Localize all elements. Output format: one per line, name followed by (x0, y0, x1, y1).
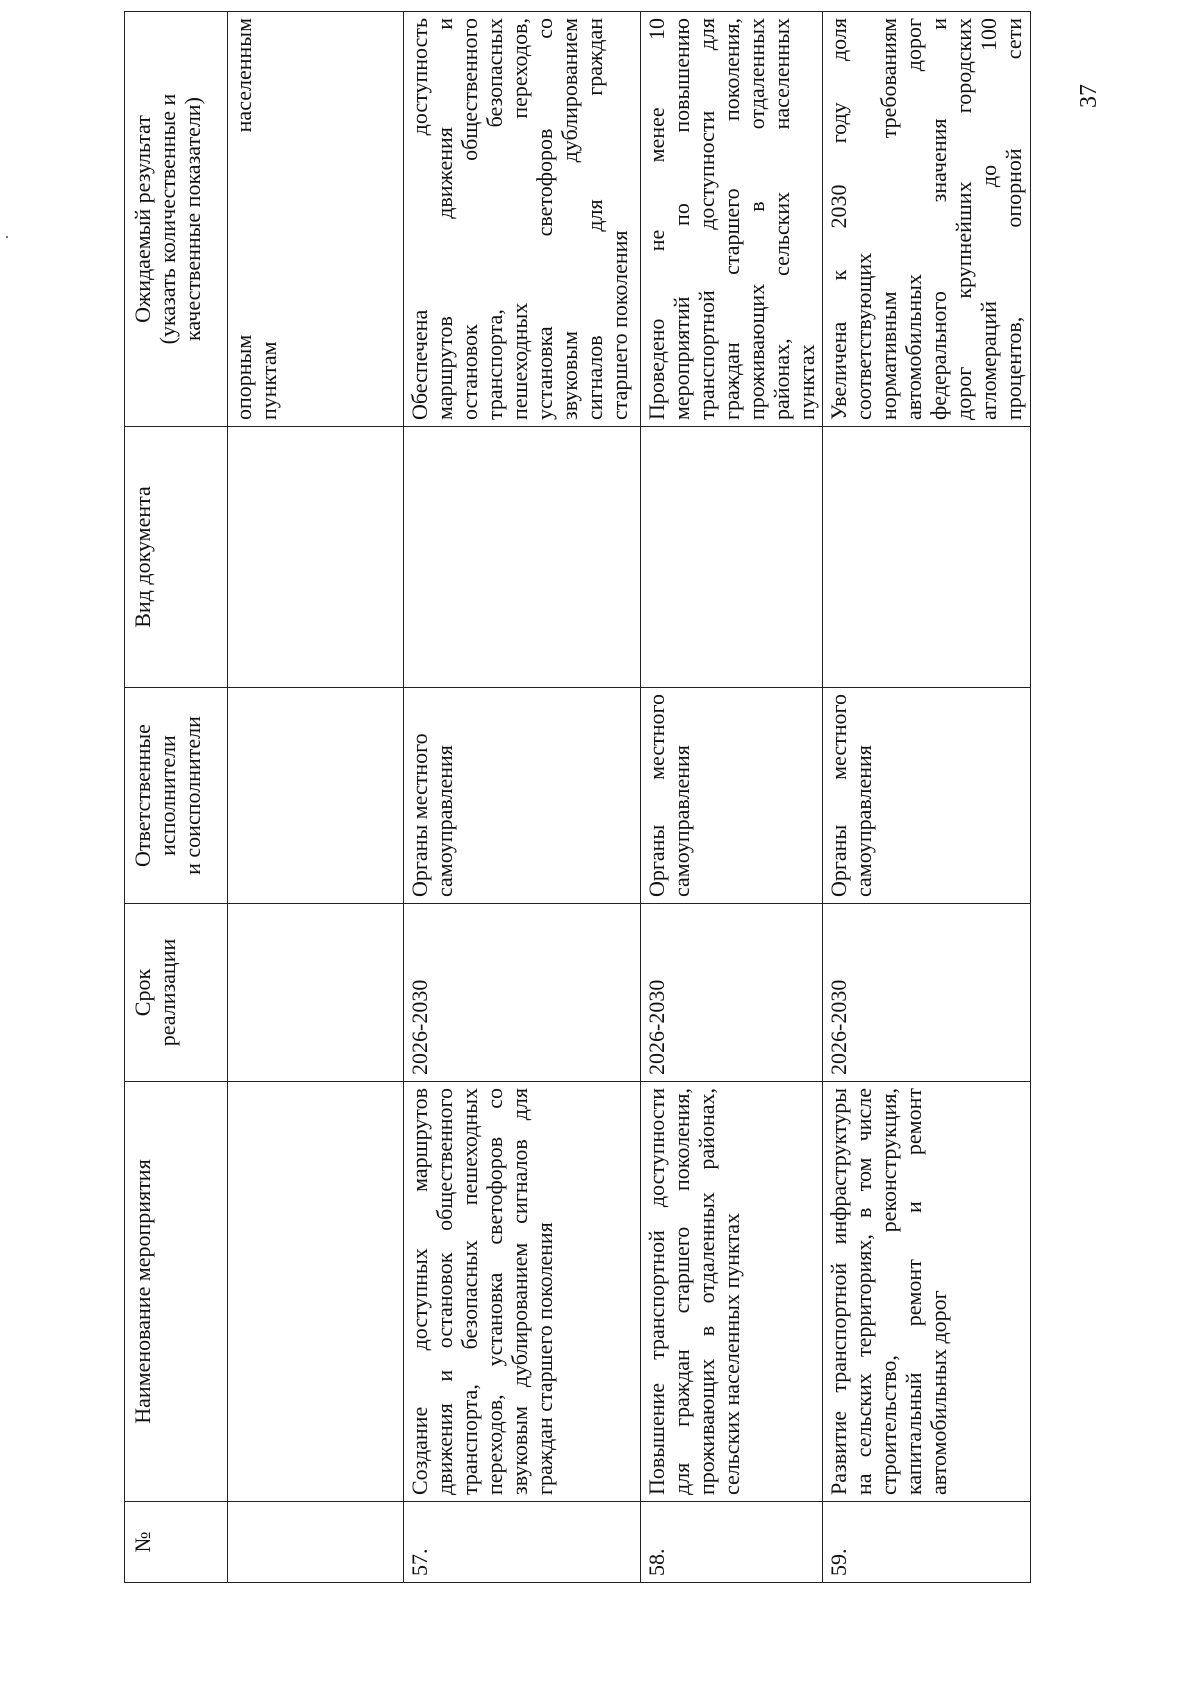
header-term: Срок реализации (125, 904, 228, 1082)
cell-document-type (228, 427, 404, 688)
cell-responsible (404, 688, 641, 904)
cell-text-line: на сельских территориях, в том числе (851, 1088, 876, 1495)
cell-text-line: Повышение транспортной доступности (644, 1088, 669, 1495)
cell-number (228, 1502, 404, 1583)
cell-document-type (404, 427, 641, 688)
cell-expected-result (823, 12, 1031, 427)
cell-text-line: транспорта, безопасных (482, 18, 507, 420)
cell-term (228, 904, 404, 1082)
cell-text-line: автомобильных дорог (926, 1290, 951, 1495)
cell-text-line: старшего поколения (607, 230, 632, 420)
page-number: 37 (1076, 84, 1102, 108)
cell-measure-name (823, 1082, 1031, 1502)
cell-text-line: Увеличена к 2030 году доля (826, 18, 851, 420)
cell-text-line: сельских населенных пунктах (719, 1212, 744, 1495)
cell-term: 2026-2030 (641, 904, 823, 1082)
cell-term: 2026-2030 (404, 904, 641, 1082)
cell-document-type (641, 427, 823, 688)
cell-text-line: нормативным требованиям (876, 18, 901, 420)
cell-text-line: установка светофоров со (532, 18, 557, 420)
cell-responsible (228, 688, 404, 904)
cell-text-line: самоуправления (669, 745, 694, 897)
cell-measure-name (641, 1082, 823, 1502)
cell-number: 57. (404, 1502, 641, 1583)
cell-text-line: Органы местного (407, 733, 432, 897)
cell-text-line: звуковым дублированием (557, 18, 582, 420)
scan-speck (6, 236, 8, 238)
cell-text-line: движения и остановок общественного (432, 1088, 457, 1495)
cell-text-line: Органы местного (826, 694, 851, 897)
table-row-continuation (228, 12, 404, 1583)
cell-expected-result (641, 12, 823, 427)
cell-text-line: агломераций до 100 (976, 18, 1001, 420)
header-number: № (125, 1502, 228, 1583)
cell-text-line: граждан старшего поколения (532, 1222, 557, 1495)
cell-text-line: маршрутов движения и (432, 18, 457, 420)
cell-text-line: федерального значения и (926, 18, 951, 420)
cell-text-line: Органы местного (644, 694, 669, 897)
cell-text-line: дорог крупнейших городских (951, 18, 976, 420)
table-row (823, 12, 1031, 1583)
cell-text-line: переходов, установка светофоров со (482, 1088, 507, 1495)
header-document-type: Вид документа (125, 427, 228, 688)
cell-text-line: сигналов для граждан (582, 18, 607, 420)
cell-term: 2026-2030 (823, 904, 1031, 1082)
cell-text-line: пунктах (794, 344, 819, 420)
cell-text-line: проживающих в отдаленных (744, 18, 769, 420)
header-measure-name: Наименование мероприятия (125, 1082, 228, 1502)
cell-text-line: остановок общественного (457, 18, 482, 420)
cell-text-line: соответствующих (851, 252, 876, 420)
cell-text-line: проживающих в отдаленных районах, (694, 1088, 719, 1495)
cell-measure-name (228, 1082, 404, 1502)
cell-text-line: процентов, опорной сети (1001, 18, 1026, 420)
cell-text-line: пешеходных переходов, (507, 18, 532, 420)
measures-table (124, 11, 1031, 1583)
cell-document-type (823, 427, 1031, 688)
cell-text-line: Создание доступных маршрутов (407, 1088, 432, 1495)
cell-text-line: самоуправления (851, 745, 876, 897)
cell-text-line: транспортной доступности для (694, 18, 719, 420)
cell-text-line: опорным населенным (231, 18, 256, 420)
table-row (404, 12, 641, 1583)
cell-text-line: самоуправления (432, 745, 457, 897)
cell-text-line: звуковым дублированием сигналов для (507, 1088, 532, 1495)
cell-expected-result (228, 12, 404, 427)
rotated-table-container (124, 12, 1030, 1583)
header-expected-result: Ожидаемый результат (указать количественные и качественные показатели) (125, 12, 228, 427)
cell-text-line: граждан старшего поколения, (719, 18, 744, 420)
table-row (641, 12, 823, 1583)
cell-text-line: районах, сельских населенных (769, 18, 794, 420)
cell-text-line: капитальный ремонт и ремонт (901, 1088, 926, 1495)
cell-expected-result (404, 12, 641, 427)
cell-responsible (823, 688, 1031, 904)
cell-text-line: Развитие транспортной инфраструктуры (826, 1088, 851, 1495)
cell-text-line: Обеспечена доступность (407, 18, 432, 420)
header-responsible: Ответственные исполнители и соисполнители (125, 688, 228, 904)
cell-text-line: транспорта, безопасных пешеходных (457, 1088, 482, 1495)
cell-text-line: строительство, реконструкция, (876, 1088, 901, 1495)
cell-number: 59. (823, 1502, 1031, 1583)
cell-text-line: мероприятий по повышению (669, 18, 694, 420)
cell-text-line: автомобильных дорог (901, 18, 926, 420)
cell-measure-name (404, 1082, 641, 1502)
cell-text-line: пунктам (256, 341, 281, 420)
cell-responsible (641, 688, 823, 904)
table-header-row (125, 12, 228, 1583)
cell-text-line: Проведено не менее 10 (644, 18, 669, 420)
cell-number: 58. (641, 1502, 823, 1583)
cell-text-line: для граждан старшего поколения, (669, 1088, 694, 1495)
